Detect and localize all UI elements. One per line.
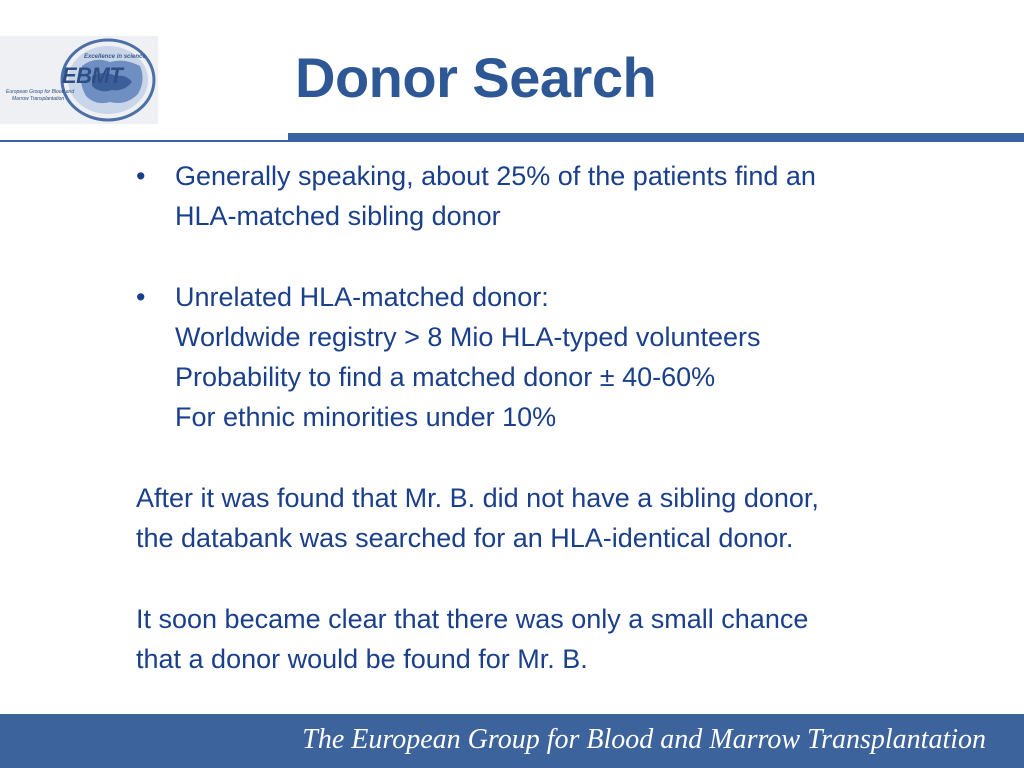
logo-subtitle-line2: Marrow Transplantation xyxy=(12,96,65,102)
bullet-line: For ethnic minorities under 10% xyxy=(175,402,557,432)
paragraph xyxy=(136,599,1012,679)
bullet-marker: • xyxy=(136,161,146,191)
slide-body xyxy=(136,156,1012,679)
bullet-line: Worldwide registry > 8 Mio HLA-typed volunteers xyxy=(175,322,761,352)
bullet-item xyxy=(136,156,1012,236)
bullet-line: Unrelated HLA-matched donor: xyxy=(175,282,549,312)
bullet-line: HLA-matched sibling donor xyxy=(175,201,501,231)
paragraph-line: that a donor would be found for Mr. B. xyxy=(136,644,588,674)
spacer xyxy=(136,437,1012,478)
paragraph-line: the databank was searched for an HLA-identical donor. xyxy=(136,523,794,553)
spacer xyxy=(136,236,1012,277)
header-divider-line xyxy=(0,140,1024,142)
spacer xyxy=(136,558,1012,599)
bullet-line: Probability to find a matched donor ± 40-60% xyxy=(175,362,716,392)
logo-subtitle-line1: European Group for Blood and xyxy=(6,89,75,95)
logo-tagline: Excellence in science xyxy=(84,54,146,60)
footer-bar xyxy=(0,714,1024,768)
paragraph xyxy=(136,478,1012,558)
paragraph-line: It soon became clear that there was only a small chance xyxy=(136,604,809,634)
footer-organization-name: The European Group for Blood and Marrow Transplantation xyxy=(302,724,986,755)
bullet-line: Generally speaking, about 25% of the patients find an xyxy=(175,161,816,191)
paragraph-line: After it was found that Mr. B. did not have a sibling donor, xyxy=(136,483,819,513)
bullet-marker: • xyxy=(136,282,146,312)
bullet-item xyxy=(136,277,1012,437)
slide-title: Donor Search xyxy=(295,46,657,109)
logo-wordmark: EBMT xyxy=(62,63,123,88)
ebmt-logo xyxy=(0,36,158,124)
